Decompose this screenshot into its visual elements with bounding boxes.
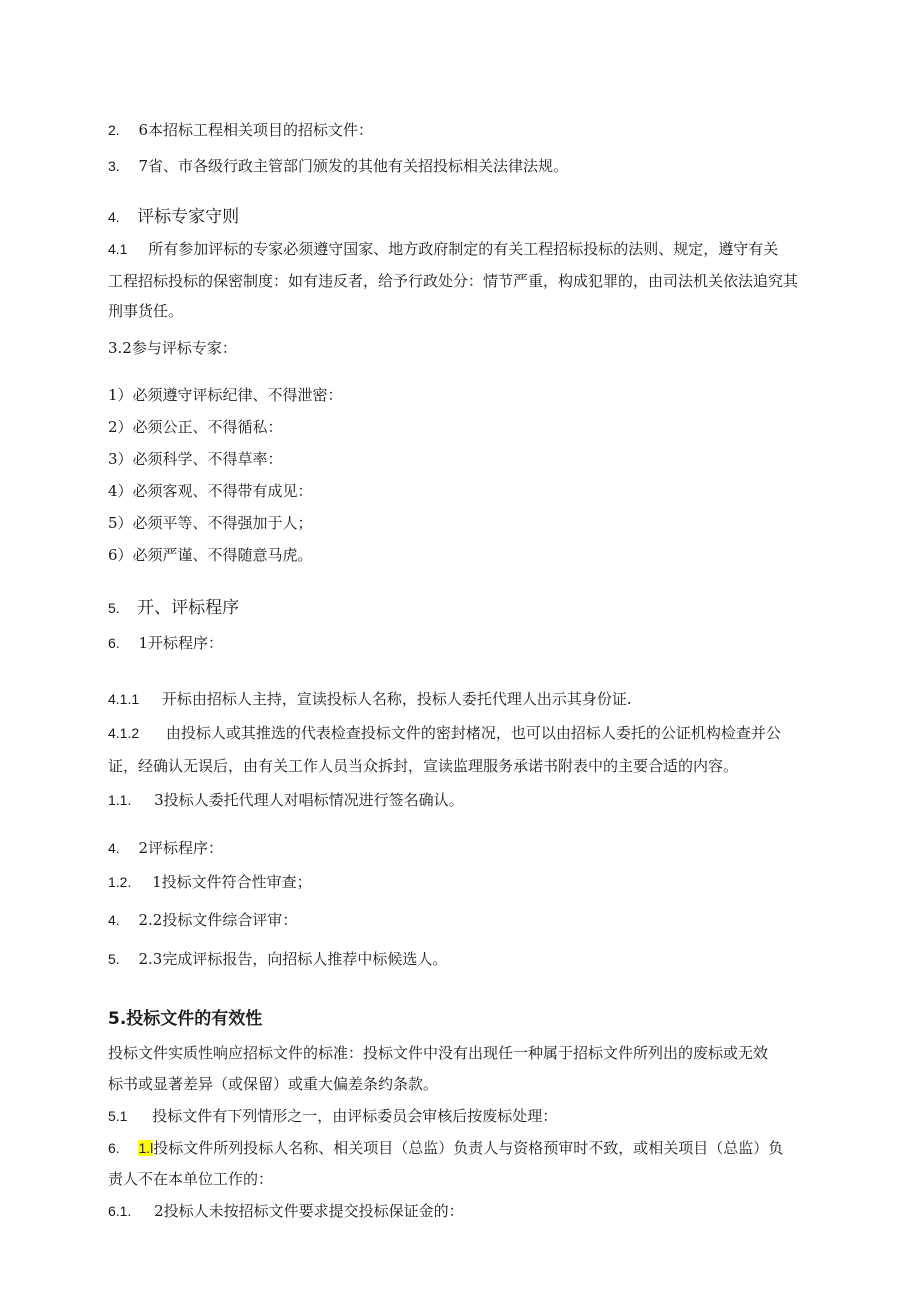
rule-item: 3）必须科学、不得草率： xyxy=(108,450,283,468)
item-text: 1投标文件符合性审查； xyxy=(152,873,312,891)
item-2-6 xyxy=(108,119,373,141)
item-6-1-2 xyxy=(108,1200,464,1222)
item-4-2-2 xyxy=(108,909,297,931)
heading-number: 4. xyxy=(108,209,120,225)
item-4-1-2-line-1 xyxy=(108,722,781,744)
paragraph-validity-line-2: 标书或显著差异（或保留）或重大偏差条约条款。 xyxy=(108,1075,439,1093)
item-text: 2投标人未按招标文件要求提交投标保证金的： xyxy=(154,1202,464,1220)
item-6-1 xyxy=(108,632,223,654)
heading-text: 评标专家守则 xyxy=(137,207,240,227)
paragraph-validity-line-1: 投标文件实质性响应招标文件的标准：投标文件中没有出现任一种属于招标文件所列出的废标或无效 xyxy=(108,1044,769,1062)
section-heading-5 xyxy=(108,597,239,619)
item-4-1-1 xyxy=(108,688,632,710)
item-number: 3. xyxy=(108,158,120,174)
rule-item: 4）必须客观、不得带有成见： xyxy=(108,482,313,500)
item-number: 4.1.1 xyxy=(108,691,140,707)
highlighted-text: 1.l xyxy=(138,1140,154,1156)
item-number: 1.2. xyxy=(108,874,132,890)
item-number: 4.1.2 xyxy=(108,725,140,741)
heading-text: 开、评标程序 xyxy=(137,598,240,618)
item-number: 6. xyxy=(108,1140,120,1156)
paragraph-4-1-line-1 xyxy=(108,238,778,260)
item-5-1 xyxy=(108,1105,557,1127)
item-text: 投标文件所列投标人名称、相关项目（总监）负责人与资格预审时不致，或相关项目（总监）负 xyxy=(153,1139,784,1157)
item-number: 6. xyxy=(108,635,120,651)
item-number: 5.1 xyxy=(108,1108,128,1124)
item-number: 2. xyxy=(108,122,120,138)
item-text: 由投标人或其推选的代表检查投标文件的密封楮况，也可以由招标人委托的公证机构检查并公 xyxy=(165,724,781,742)
item-number: 5. xyxy=(108,951,120,967)
item-3-7 xyxy=(108,155,568,177)
item-text: 6本招标工程相关项目的招标文件： xyxy=(138,121,374,139)
item-number: 4. xyxy=(108,912,120,928)
rule-item: 5）必须平等、不得强加于人； xyxy=(108,514,313,532)
item-1-2-1 xyxy=(108,871,312,893)
rule-item: 6）必须严谨、不得随意马虎。 xyxy=(108,546,313,564)
item-number: 4. xyxy=(108,840,120,856)
item-number: 1.1. xyxy=(108,792,132,808)
item-number: 6.1. xyxy=(108,1203,132,1219)
item-4-1-2-line-2: 证，经确认无误后，由有关工作人员当众拆封，宣读监理服务承诺书附表中的主要合适的内容。 xyxy=(108,757,739,775)
item-6-1-1-line-1 xyxy=(108,1137,783,1159)
heading-number: 5. xyxy=(108,600,120,616)
section-heading-4 xyxy=(108,206,239,228)
subheading-3-2: 3.2参与评标专家： xyxy=(108,339,237,357)
item-1-1-3 xyxy=(108,789,464,811)
paragraph-number: 4.1 xyxy=(108,241,128,257)
item-4-2 xyxy=(108,837,223,859)
paragraph-4-1-line-2: 工程招标投标的保密制度：如有违反者，给予行政处分：情节严重，构成犯罪的，由司法机关依法追究其 xyxy=(108,272,799,290)
rule-item: 1）必须遵守评标纪律、不得泄密： xyxy=(108,386,343,404)
item-6-1-1-line-2: 责人不在本单位工作的： xyxy=(108,1170,274,1188)
item-text: 投标文件有下列情形之一，由评标委员会审核后按废标处理： xyxy=(152,1107,558,1125)
paragraph-4-1-line-3: 刑事货任。 xyxy=(108,302,184,320)
item-text: 1开标程序： xyxy=(138,634,224,652)
rule-item: 2）必须公正、不得循私： xyxy=(108,418,283,436)
item-text: 开标由招标人主持，宣读投标人名称，投标人委托代理人出示其身份证. xyxy=(161,690,632,708)
item-text: 3投标人委托代理人对唱标情况进行签名确认。 xyxy=(154,791,464,809)
item-text: 2评标程序： xyxy=(138,839,224,857)
item-text: 2.3完成评标报告，向招标人推荐中标候选人。 xyxy=(138,950,448,968)
section-heading-validity: 5.投标文件的有效性 xyxy=(108,1009,263,1029)
paragraph-text: 所有参加评标的专家必须遵守国家、地方政府制定的有关工程招标投标的法则、规定，遵守有关 xyxy=(148,240,779,258)
item-text: 7省、市各级行政主管部门颁发的其他有关招投标相关法律法规。 xyxy=(138,157,569,175)
item-text: 2.2投标文件综合评审： xyxy=(138,911,298,929)
item-5-2-3 xyxy=(108,948,447,970)
